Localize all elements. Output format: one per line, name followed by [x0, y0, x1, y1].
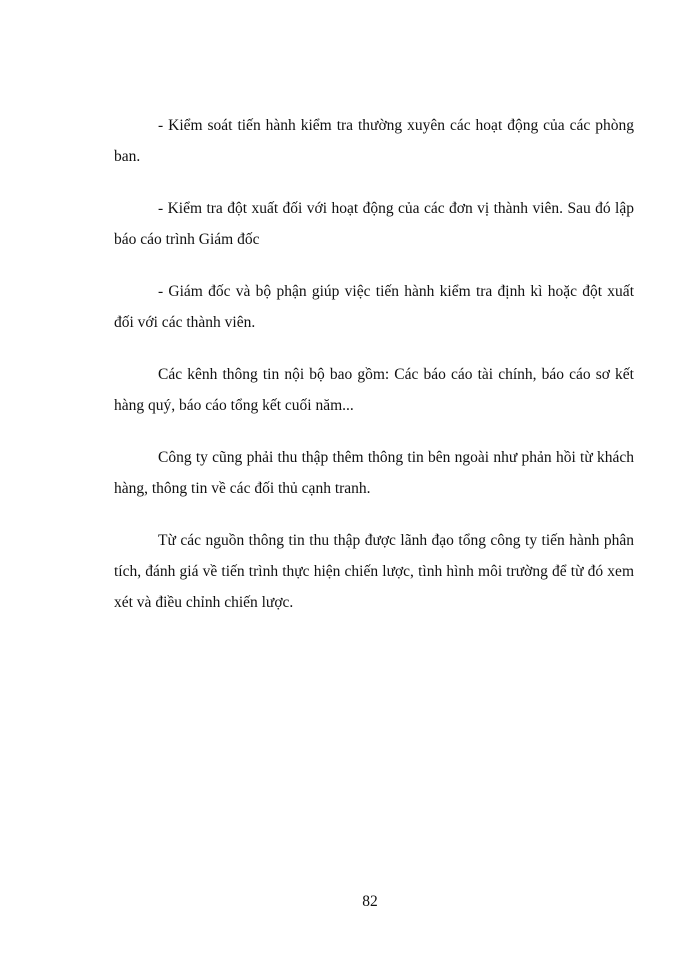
paragraph-surprise-inspection: - Kiểm tra đột xuất đối với hoạt động của các đơn vị thành viên. Sau đó lập báo cáo trình Giám đốc [114, 200, 634, 248]
paragraph-external-information: Công ty cũng phải thu thập thêm thông tin bên ngoài như phản hồi từ khách hàng, thông tin về các đối thủ cạnh tranh. [114, 449, 634, 497]
page-number: 82 [362, 893, 378, 910]
paragraph-director-inspection: - Giám đốc và bộ phận giúp việc tiến hành kiểm tra định kì hoặc đột xuất đối với các thành viên. [114, 283, 634, 331]
paragraph-internal-channels: Các kênh thông tin nội bộ bao gồm: Các báo cáo tài chính, báo cáo sơ kết hàng quý, báo cáo tổng kết cuối năm... [114, 366, 634, 414]
paragraph-control-department-inspection: - Kiểm soát tiến hành kiểm tra thường xuyên các hoạt động của các phòng ban. [114, 117, 634, 165]
paragraph-strategy-adjustment: Từ các nguồn thông tin thu thập được lãnh đạo tổng công ty tiến hành phân tích, đánh giá về tiến trình thực hiện chiến lược, tình hình môi trường để từ đó xem xét và điều chỉnh chiến lược. [114, 532, 634, 611]
page-body [114, 110, 634, 639]
